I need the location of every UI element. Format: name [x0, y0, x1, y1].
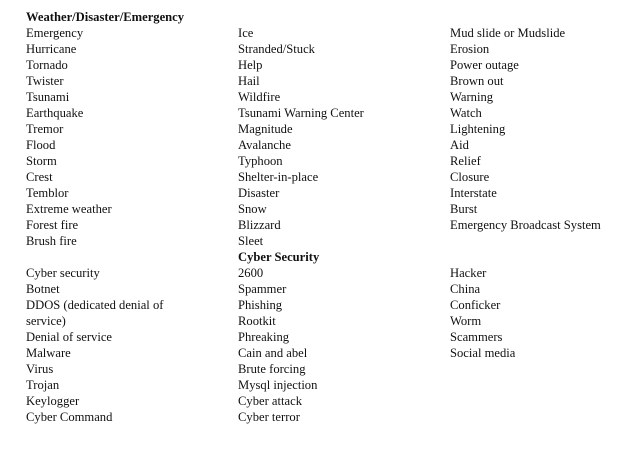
list-item: Sleet	[238, 234, 264, 248]
list-item: Hurricane	[26, 42, 77, 56]
list-item: China	[450, 282, 481, 296]
list-item: Disaster	[238, 186, 280, 200]
list-item: Cyber Command	[26, 410, 113, 424]
list-item: Phishing	[238, 298, 283, 312]
list-item: Mud slide or Mudslide	[450, 26, 566, 40]
list-item: Conficker	[450, 298, 501, 312]
list-item: Tornado	[26, 58, 68, 72]
list-item: Storm	[26, 154, 57, 168]
list-item: Spammer	[238, 282, 287, 296]
list-item: Social media	[450, 346, 516, 360]
list-item: Scammers	[450, 330, 503, 344]
list-item: Virus	[26, 362, 54, 376]
list-item: Closure	[450, 170, 490, 184]
list-item: Twister	[26, 74, 64, 88]
heading-weather-disaster-emergency: Weather/Disaster/Emergency	[26, 10, 185, 24]
list-item: Stranded/Stuck	[238, 42, 315, 56]
list-item: Erosion	[450, 42, 490, 56]
list-item: Warning	[450, 90, 494, 104]
list-item: Botnet	[26, 282, 60, 296]
list-item: Burst	[450, 202, 478, 216]
list-item: DDOS (dedicated denial of	[26, 298, 164, 312]
list-item: Lightening	[450, 122, 506, 136]
list-item: Cyber attack	[238, 394, 302, 408]
list-item: Tremor	[26, 122, 64, 136]
list-item: Cyber terror	[238, 410, 300, 424]
list-item: Brush fire	[26, 234, 77, 248]
list-item: Wildfire	[238, 90, 281, 104]
list-item: Trojan	[26, 378, 60, 392]
list-item: service)	[26, 314, 66, 328]
list-item: Emergency Broadcast System	[450, 218, 601, 232]
list-item: Tsunami Warning Center	[238, 106, 364, 120]
list-item: Typhoon	[238, 154, 283, 168]
list-item: Relief	[450, 154, 481, 168]
list-item: Cain and abel	[238, 346, 308, 360]
list-item: Hail	[238, 74, 260, 88]
list-item: Flood	[26, 138, 56, 152]
list-item: Watch	[450, 106, 482, 120]
list-item: Keylogger	[26, 394, 80, 408]
list-item: Magnitude	[238, 122, 293, 136]
list-item: 2600	[238, 266, 264, 280]
list-item: Emergency	[26, 26, 84, 40]
list-item: Help	[238, 58, 263, 72]
list-item: Shelter-in-place	[238, 170, 319, 184]
list-item: Forest fire	[26, 218, 79, 232]
list-item: Brown out	[450, 74, 504, 88]
list-item: Interstate	[450, 186, 497, 200]
list-item: Earthquake	[26, 106, 84, 120]
list-item: Temblor	[26, 186, 69, 200]
list-item: Rootkit	[238, 314, 276, 328]
list-item: Denial of service	[26, 330, 113, 344]
list-item: Brute forcing	[238, 362, 306, 376]
list-item: Aid	[450, 138, 469, 152]
list-item: Mysql injection	[238, 378, 318, 392]
list-item: Tsunami	[26, 90, 70, 104]
list-item: Ice	[238, 26, 254, 40]
list-item: Snow	[238, 202, 267, 216]
list-item: Blizzard	[238, 218, 281, 232]
list-item: Malware	[26, 346, 71, 360]
list-item: Phreaking	[238, 330, 290, 344]
list-item: Power outage	[450, 58, 519, 72]
list-item: Extreme weather	[26, 202, 112, 216]
list-item: Hacker	[450, 266, 487, 280]
list-item: Avalanche	[238, 138, 291, 152]
list-item: Cyber security	[26, 266, 100, 280]
list-item: Worm	[450, 314, 482, 328]
list-item: Crest	[26, 170, 53, 184]
heading-cyber-security: Cyber Security	[238, 250, 320, 264]
